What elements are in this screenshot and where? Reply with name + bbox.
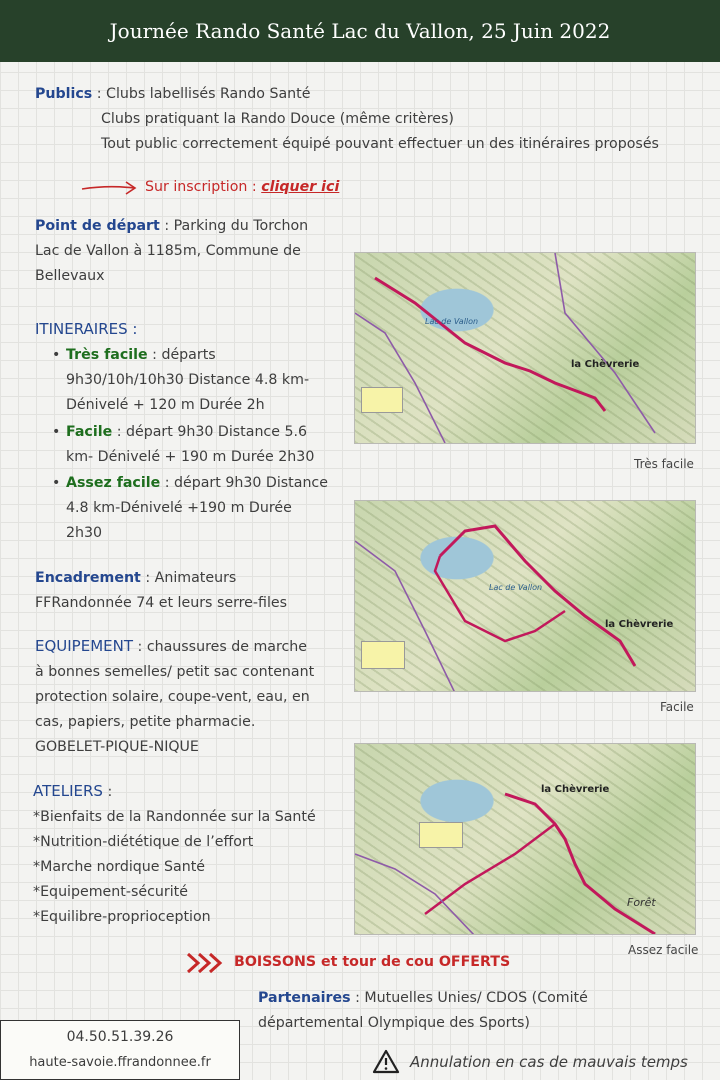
itineraire-line: : départ 9h30 Distance (160, 475, 328, 491)
equipement-line5: GOBELET-PIQUE-NIQUE (35, 739, 199, 755)
depart-line2: Lac de Vallon à 1185m, Commune de (35, 243, 301, 259)
partenaires-line1: : Mutuelles Unies/ CDOS (Comité (350, 990, 588, 1006)
ateliers-heading: ATELIERS (33, 782, 103, 800)
itineraire-facile (52, 420, 342, 470)
depart-label: Point de départ (35, 218, 160, 234)
publics-line2: Clubs pratiquant la Rando Douce (même critères) (101, 111, 454, 127)
itineraire-line: 4.8 km-Dénivelé +190 m Durée (66, 500, 292, 516)
depart-line3: Bellevaux (35, 268, 105, 284)
website-link[interactable]: haute-savoie.ffrandonnee.fr (29, 1055, 211, 1070)
level-label: Facile (66, 424, 113, 440)
map-lake-label: Forêt (627, 896, 656, 909)
map-assez-facile (354, 743, 696, 935)
itineraires-heading: ITINERAIRES : (35, 320, 138, 338)
itineraire-line: 2h30 (66, 525, 103, 541)
contact-box (0, 1020, 240, 1080)
level-label: Très facile (66, 347, 148, 363)
itineraire-line: km- Dénivelé + 190 m Durée 2h30 (66, 449, 315, 465)
equipement-line2: à bonnes semelles/ petit sac contenant (35, 664, 315, 680)
encadrement-line1: : Animateurs (140, 570, 237, 586)
annulation-note: Annulation en cas de mauvais temps (410, 1053, 688, 1071)
level-label: Assez facile (66, 475, 161, 491)
bullet-icon: • (52, 424, 61, 440)
route-path (355, 501, 696, 692)
equipement-section (35, 634, 345, 760)
map-info-box (419, 822, 463, 848)
equipement-line4: cas, papiers, petite pharmacie. (35, 714, 256, 730)
inscription-text: Sur inscription : (145, 179, 262, 195)
boissons-banner: BOISSONS et tour de cou OFFERTS (234, 954, 511, 970)
depart-section (35, 214, 335, 289)
route-path (355, 253, 696, 444)
ateliers-section (33, 779, 353, 930)
publics-section (35, 82, 695, 157)
bullet-icon: • (52, 347, 61, 363)
encadrement-section (35, 566, 335, 616)
map-info-box (361, 387, 403, 413)
atelier-item: *Nutrition-diététique de l’effort (33, 834, 254, 850)
map-lake-label: Lac de Vallon (489, 583, 543, 592)
map-place-label: la Chèvrerie (541, 784, 610, 795)
map-place-label: la Chèvrerie (571, 359, 640, 370)
inscription-link[interactable]: cliquer ici (261, 179, 340, 195)
atelier-item: *Marche nordique Santé (33, 859, 206, 875)
map-info-box (361, 641, 405, 669)
itineraire-assez-facile (52, 471, 342, 546)
partenaires-section (258, 986, 588, 1036)
atelier-item: *Equilibre-proprioception (33, 909, 211, 925)
map-lake-label: Lac de Vallon (425, 317, 479, 326)
map-caption: Facile (660, 700, 694, 714)
bullet-icon: • (52, 475, 61, 491)
itineraire-line: : départs (147, 347, 216, 363)
chevrons-right-icon (186, 952, 226, 974)
atelier-item: *Bienfaits de la Randonnée sur la Santé (33, 809, 316, 825)
map-tres-facile (354, 252, 696, 444)
encadrement-label: Encadrement (35, 570, 141, 586)
encadrement-line2: FFRandonnée 74 et leurs serre-files (35, 595, 288, 611)
itineraire-tres-facile (52, 343, 342, 418)
map-caption: Très facile (634, 457, 694, 471)
equipement-line1: : chaussures de marche (133, 639, 308, 655)
map-facile (354, 500, 696, 692)
phone-number[interactable]: 04.50.51.39.26 (66, 1029, 174, 1045)
page-title: Journée Rando Santé Lac du Vallon, 25 Juin 2022 (0, 0, 720, 62)
equipement-line3: protection solaire, coupe-vent, eau, en (35, 689, 310, 705)
itineraire-line: 9h30/10h/10h30 Distance 4.8 km- (66, 372, 310, 388)
publics-line1: : Clubs labellisés Rando Santé (92, 86, 311, 102)
atelier-item: *Equipement-sécurité (33, 884, 188, 900)
depart-line1: : Parking du Torchon (159, 218, 309, 234)
equipement-label: EQUIPEMENT (35, 637, 134, 655)
partenaires-label: Partenaires (258, 990, 351, 1006)
itineraire-line: Dénivelé + 120 m Durée 2h (66, 397, 265, 413)
map-caption: Assez facile (628, 943, 699, 957)
warning-icon (372, 1049, 400, 1075)
publics-label: Publics (35, 86, 93, 102)
publics-line3: Tout public correctement équipé pouvant effectuer un des itinéraires proposés (101, 136, 659, 152)
map-place-label: la Chèvrerie (605, 619, 674, 630)
arrow-right-icon (80, 178, 138, 198)
partenaires-line2: départemental Olympique des Sports) (258, 1015, 530, 1031)
ateliers-heading-suffix: : (102, 784, 113, 800)
itineraire-line: : départ 9h30 Distance 5.6 (112, 424, 308, 440)
